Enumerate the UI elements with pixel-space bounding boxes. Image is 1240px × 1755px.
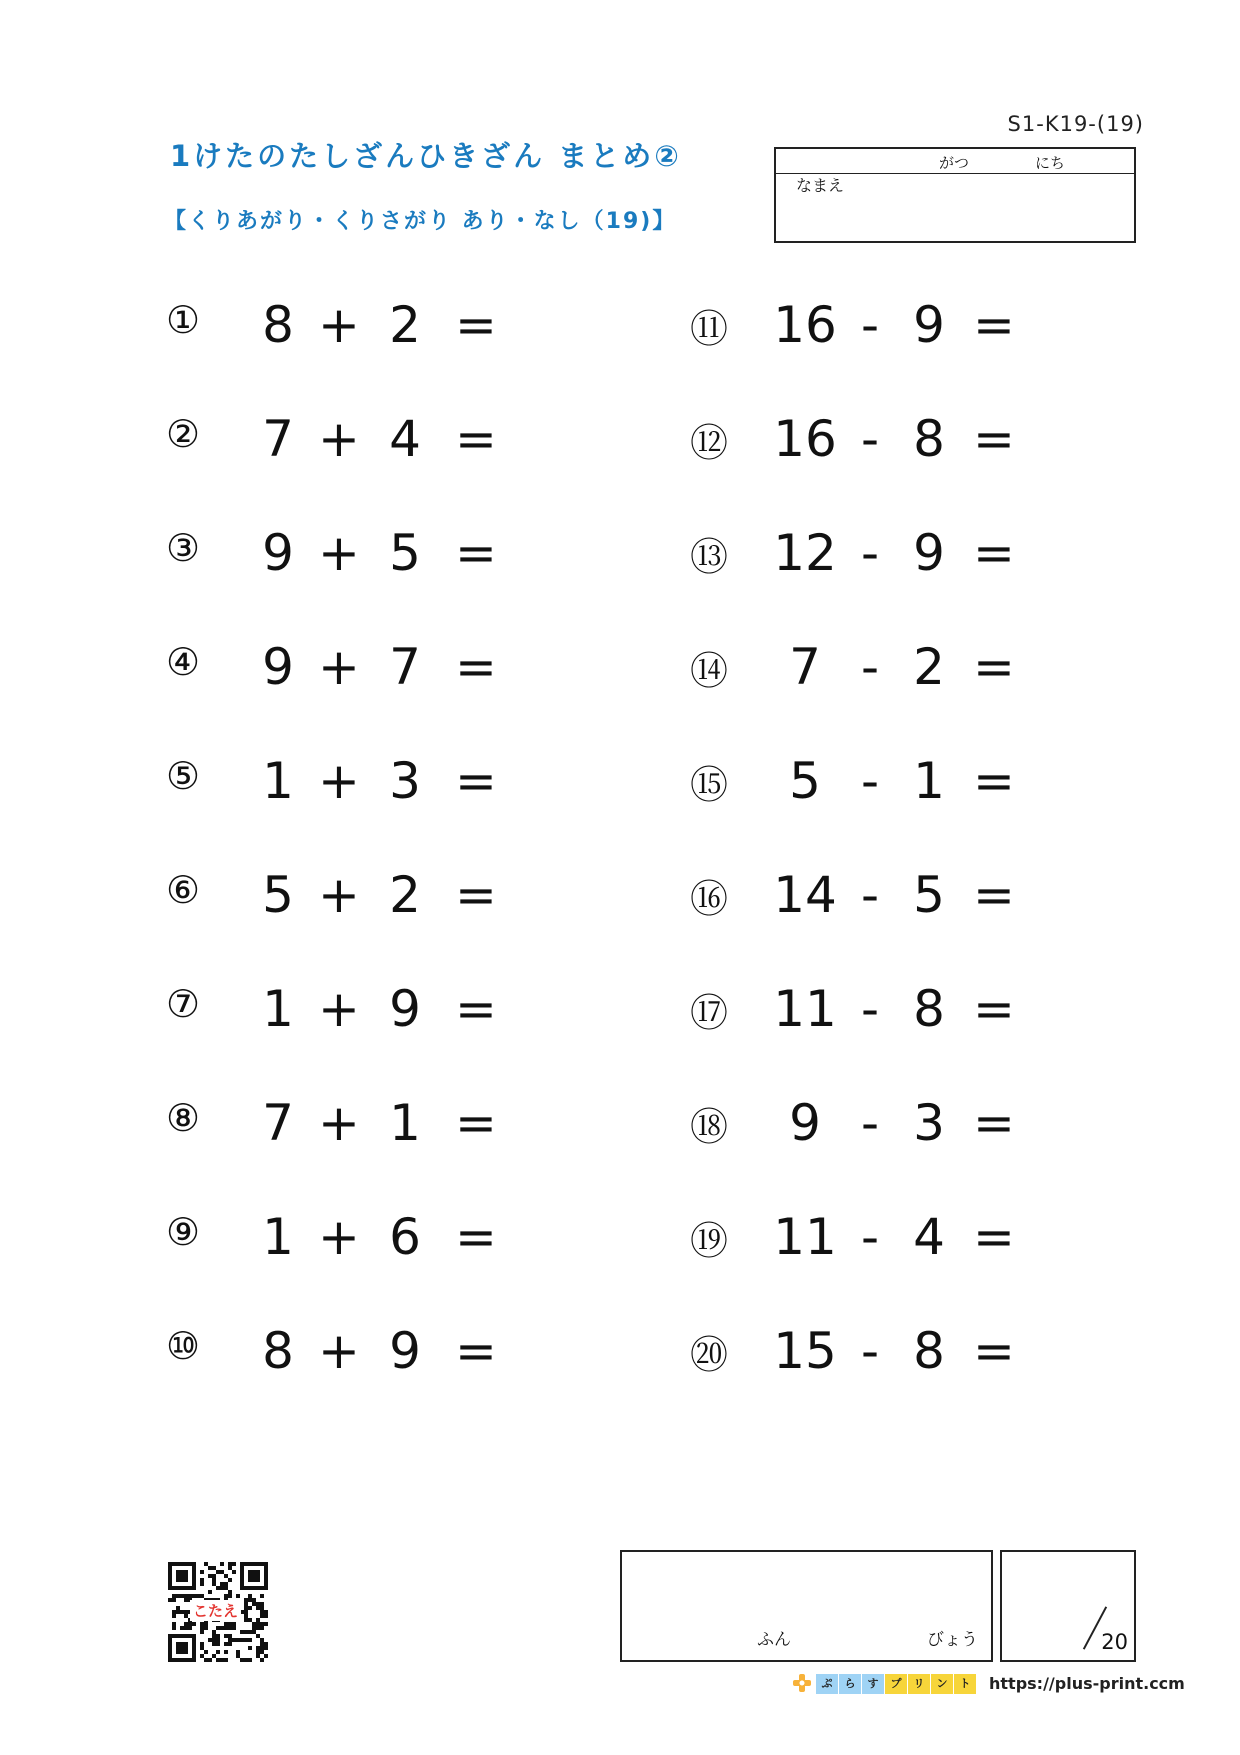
operator: + [318,524,360,582]
operator: - [860,1208,880,1266]
brand-char: ト [954,1674,976,1694]
operator: + [318,1322,360,1380]
equals-sign: = [455,1094,497,1152]
equals-sign: = [973,296,1015,354]
operator: - [860,752,880,810]
equals-sign: = [455,1208,497,1266]
operand-a: 5 [789,752,821,810]
brand-char: ン [931,1674,953,1694]
equals-sign: = [455,752,497,810]
problem-number: ⑭ [690,649,729,693]
problem-number: ⑨ [166,1210,201,1254]
problem-number: ⑫ [690,421,729,465]
operand-b: 9 [389,980,421,1038]
operand-a: 7 [262,410,294,468]
equals-sign: = [973,410,1015,468]
operand-b: 2 [913,638,945,696]
operand-a: 9 [262,638,294,696]
operand-b: 5 [913,866,945,924]
equals-sign: = [973,638,1015,696]
operand-b: 1 [389,1094,421,1152]
operand-b: 3 [913,1094,945,1152]
operand-a: 5 [262,866,294,924]
operator: + [318,296,360,354]
operand-b: 9 [913,296,945,354]
problem-number: ⑮ [690,763,729,807]
operand-b: 6 [389,1208,421,1266]
operator: + [318,638,360,696]
problem-number: ⑥ [166,868,201,912]
operator: + [318,1208,360,1266]
operator: + [318,752,360,810]
problem-number: ⑬ [690,535,729,579]
problem-number: ③ [166,526,201,570]
seconds-label: びょう [927,1630,978,1650]
day-label: にち [1035,154,1066,172]
minutes-label: ふん [757,1630,791,1650]
time-box[interactable] [620,1550,993,1662]
problem-number: ⑯ [690,877,729,921]
operand-a: 7 [789,638,821,696]
operand-a: 7 [262,1094,294,1152]
equals-sign: = [973,524,1015,582]
brand-char: プ [885,1674,907,1694]
sheet-code: S1-K19-(19) [1007,112,1144,136]
operator: + [318,410,360,468]
brand-char: す [862,1674,884,1694]
operand-a: 9 [789,1094,821,1152]
operand-b: 8 [913,1322,945,1380]
operand-a: 14 [773,866,837,924]
operator: - [860,980,880,1038]
brand-char: ぷ [816,1674,838,1694]
brand-name [816,1672,977,1694]
equals-sign: = [973,980,1015,1038]
operand-a: 1 [262,752,294,810]
name-label: なまえ [796,176,845,195]
operand-b: 9 [389,1322,421,1380]
equals-sign: = [455,980,497,1038]
score-box[interactable] [1000,1550,1136,1662]
brand-char: リ [908,1674,930,1694]
operand-a: 1 [262,1208,294,1266]
brand-char: ら [839,1674,861,1694]
problem-number: ⑤ [166,754,201,798]
operand-b: 2 [389,866,421,924]
equals-sign: = [973,866,1015,924]
operand-b: 5 [389,524,421,582]
worksheet-subtitle: 【くりあがり・くりさがり あり・なし（19)】 [164,209,677,234]
operand-a: 11 [773,980,837,1038]
problem-number: ⑰ [690,991,729,1035]
problem-number: ⑳ [690,1333,729,1377]
operand-a: 16 [773,410,837,468]
operator: - [860,638,880,696]
equals-sign: = [973,752,1015,810]
operand-b: 3 [389,752,421,810]
answer-qr-label: こたえ [190,1600,241,1621]
operand-b: 1 [913,752,945,810]
operand-a: 9 [262,524,294,582]
operator: + [318,1094,360,1152]
problem-number: ⑦ [166,982,201,1026]
equals-sign: = [455,524,497,582]
operand-b: 8 [913,410,945,468]
problem-number: ⑧ [166,1096,201,1140]
score-total: 20 [1101,1630,1128,1654]
operator: - [860,410,880,468]
equals-sign: = [455,866,497,924]
equals-sign: = [455,1322,497,1380]
plus-logo-icon [792,1673,812,1693]
worksheet-title: 1けたのたしざんひきざん まとめ② [170,139,682,173]
equals-sign: = [455,410,497,468]
operand-a: 12 [773,524,837,582]
operand-b: 8 [913,980,945,1038]
operator: - [860,1322,880,1380]
operand-b: 4 [913,1208,945,1266]
operand-a: 8 [262,1322,294,1380]
operand-b: 9 [913,524,945,582]
equals-sign: = [973,1322,1015,1380]
problem-number: ① [166,298,201,342]
operator: - [860,866,880,924]
equals-sign: = [973,1208,1015,1266]
operand-a: 1 [262,980,294,1038]
month-label: がつ [939,154,970,172]
equals-sign: = [455,638,497,696]
operator: - [860,296,880,354]
operand-a: 11 [773,1208,837,1266]
operand-a: 16 [773,296,837,354]
operator: + [318,866,360,924]
operand-a: 15 [773,1322,837,1380]
operand-a: 8 [262,296,294,354]
equals-sign: = [973,1094,1015,1152]
problem-number: ④ [166,640,201,684]
equals-sign: = [455,296,497,354]
problem-number: ⑪ [690,307,729,351]
site-url[interactable]: https://plus-print.ccm [989,1673,1185,1693]
footer [792,1672,1185,1694]
operand-b: 7 [389,638,421,696]
problem-number: ⑲ [690,1219,729,1263]
problem-number: ② [166,412,201,456]
problem-number: ⑩ [166,1324,201,1368]
operand-b: 4 [389,410,421,468]
operator: + [318,980,360,1038]
operand-b: 2 [389,296,421,354]
problem-number: ⑱ [690,1105,729,1149]
name-date-box[interactable] [774,147,1136,243]
operator: - [860,524,880,582]
operator: - [860,1094,880,1152]
